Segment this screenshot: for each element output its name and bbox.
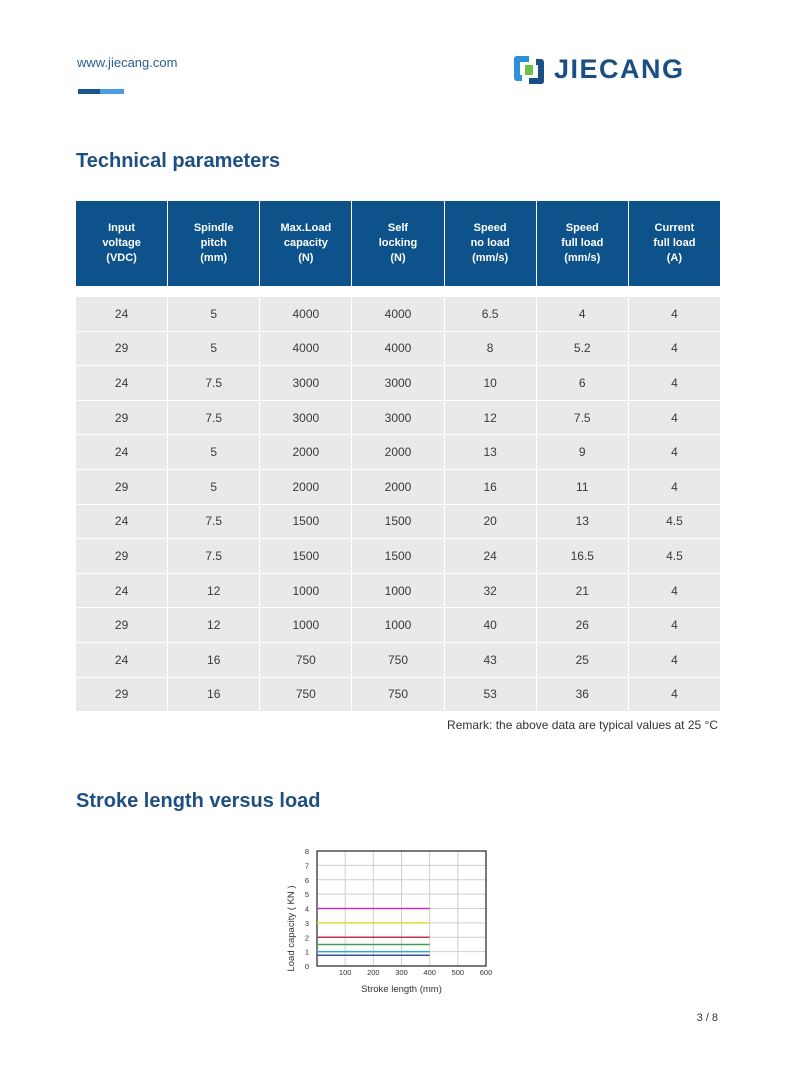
column-header-line: Input (108, 222, 136, 234)
x-tick-label: 500 (451, 968, 465, 977)
table-cell: 29 (76, 678, 168, 712)
table-cell: 16.5 (537, 539, 629, 573)
table-cell: 11 (537, 470, 629, 504)
column-header-line: (mm/s) (472, 252, 509, 264)
table-cell: 29 (76, 539, 168, 573)
table-cell: 4.5 (666, 514, 683, 529)
y-tick-label: 2 (304, 933, 309, 943)
x-tick-label: 200 (367, 968, 380, 977)
table-cell: 16 (168, 678, 260, 712)
section-title-technical-parameters: Technical parameters (76, 150, 281, 172)
logo-mark-icon (512, 53, 546, 87)
jiecang-logo (512, 53, 685, 86)
table-cell: 3000 (260, 366, 352, 400)
table-cell: 5 (168, 332, 260, 366)
table-cell: 16 (168, 643, 260, 677)
table-cell: 1500 (352, 539, 444, 573)
table-row (76, 643, 720, 678)
page-number: 3 / 8 (696, 1012, 718, 1024)
table-cell: 7.5 (168, 539, 260, 573)
table-header (76, 201, 720, 286)
table-cell: 4 (671, 341, 678, 356)
y-axis-label: Load capacity ( KN ) (286, 885, 297, 972)
table-cell: 4 (671, 375, 678, 390)
table-row (76, 505, 720, 540)
table-cell: 24 (76, 574, 168, 608)
table-cell: 36 (537, 678, 629, 712)
x-tick-label: 100 (338, 968, 352, 977)
column-header-line: (N) (298, 252, 314, 264)
column-header-line: (mm) (200, 252, 228, 264)
column-header (629, 201, 720, 286)
table-cell: 4000 (260, 297, 352, 331)
table-cell: 29 (76, 332, 168, 366)
table-cell: 3000 (260, 401, 352, 435)
column-header-line: no load (470, 237, 510, 249)
table-cell: 4000 (352, 297, 444, 331)
column-header-line: full load (561, 237, 604, 249)
table-cell: 4 (671, 652, 678, 667)
table-cell: 2000 (352, 470, 444, 504)
table-cell: 5 (168, 297, 260, 331)
table-cell: 2000 (260, 470, 352, 504)
table-cell: 29 (76, 401, 168, 435)
column-header-line: pitch (200, 237, 227, 249)
table-cell: 24 (445, 539, 537, 573)
table-cell: 2000 (260, 435, 352, 469)
column-header-line: (N) (390, 252, 406, 264)
table-cell: 1500 (352, 505, 444, 539)
column-header-line: Speed (565, 222, 599, 234)
table-cell: 9 (537, 435, 629, 469)
y-tick-label: 8 (304, 847, 309, 856)
column-header (76, 201, 168, 286)
x-axis-label: Stroke length (mm) (361, 984, 442, 995)
table-cell: 24 (76, 297, 168, 331)
table-cell: 12 (168, 608, 260, 642)
stroke-load-chart (0, 835, 794, 1005)
table-cell: 53 (445, 678, 537, 712)
table-cell: 4 (671, 306, 678, 321)
column-header (537, 201, 629, 286)
table-cell: 16 (445, 470, 537, 504)
table-row (76, 366, 720, 401)
column-header-line: Current (654, 222, 695, 234)
table-cell: 4000 (352, 332, 444, 366)
table-cell: 5 (168, 435, 260, 469)
table-row (76, 435, 720, 470)
y-tick-label: 3 (304, 918, 309, 928)
table-cell: 24 (76, 366, 168, 400)
table-cell: 750 (260, 678, 352, 712)
column-header-line: (A) (666, 252, 683, 264)
y-tick-label: 7 (304, 861, 309, 871)
section-title-stroke-length: Stroke length versus load (76, 790, 321, 812)
table-cell: 25 (537, 643, 629, 677)
table-cell: 24 (76, 643, 168, 677)
table-cell: 4.5 (666, 548, 683, 563)
table-cell: 24 (76, 505, 168, 539)
table-cell: 4 (537, 297, 629, 331)
table-cell: 13 (445, 435, 537, 469)
table-cell: 3000 (352, 401, 444, 435)
table-cell: 4 (671, 687, 678, 702)
table-row (76, 574, 720, 609)
table-cell: 7.5 (168, 505, 260, 539)
website-url[interactable]: www.jiecang.com (77, 55, 178, 70)
table-cell: 7.5 (168, 401, 260, 435)
table-row (76, 608, 720, 643)
y-tick-label: 4 (304, 904, 309, 914)
table-row (76, 332, 720, 367)
parameters-table-body (76, 297, 720, 712)
column-header-line: Self (387, 222, 409, 234)
table-cell: 12 (168, 574, 260, 608)
column-header-line: full load (653, 237, 696, 249)
column-header-line: Spindle (193, 222, 234, 234)
table-cell: 6.5 (445, 297, 537, 331)
table-cell: 2000 (352, 435, 444, 469)
table-cell: 5 (168, 470, 260, 504)
y-tick-label: 6 (304, 875, 309, 885)
table-row (76, 470, 720, 505)
table-cell: 750 (260, 643, 352, 677)
table-cell: 40 (445, 608, 537, 642)
column-header-line: Speed (473, 222, 507, 234)
table-cell: 4 (671, 410, 678, 425)
table-cell: 32 (445, 574, 537, 608)
table-cell: 43 (445, 643, 537, 677)
table-cell: 4000 (260, 332, 352, 366)
table-cell: 10 (445, 366, 537, 400)
table-cell: 24 (76, 435, 168, 469)
x-tick-label: 400 (423, 968, 436, 977)
column-header-line: (VDC) (106, 252, 137, 264)
table-cell: 1000 (260, 608, 352, 642)
table-cell: 1500 (260, 539, 352, 573)
table-cell: 1000 (260, 574, 352, 608)
table-cell: 4 (671, 479, 678, 494)
table-cell: 750 (352, 678, 444, 712)
table-cell: 3000 (352, 366, 444, 400)
table-cell: 26 (537, 608, 629, 642)
column-header-line: capacity (283, 237, 328, 249)
column-header (168, 201, 260, 286)
table-cell: 1000 (352, 608, 444, 642)
table-cell: 5.2 (537, 332, 629, 366)
x-tick-label: 600 (479, 968, 493, 977)
table-cell: 1500 (260, 505, 352, 539)
table-cell: 20 (445, 505, 537, 539)
y-tick-label: 0 (304, 962, 309, 971)
y-tick-label: 1 (304, 947, 309, 957)
column-header-line: Max.Load (280, 222, 332, 234)
column-header (445, 201, 537, 286)
table-cell: 4 (671, 445, 678, 460)
table-cell: 4 (671, 583, 678, 598)
table-remark: Remark: the above data are typical values at 25 °C (447, 718, 718, 732)
y-tick-label: 5 (304, 890, 309, 900)
table-cell: 21 (537, 574, 629, 608)
table-cell: 8 (445, 332, 537, 366)
column-header (352, 201, 444, 286)
table-cell: 750 (352, 643, 444, 677)
table-row (76, 401, 720, 436)
column-header-line: voltage (102, 237, 141, 249)
x-tick-label: 300 (395, 968, 408, 977)
logo-wordmark: JIECANG (554, 54, 685, 84)
table-row (76, 539, 720, 574)
table-cell: 29 (76, 470, 168, 504)
column-header-line: (mm/s) (564, 252, 601, 264)
table-cell: 13 (537, 505, 629, 539)
column-header-line: locking (378, 237, 418, 249)
table-cell: 7.5 (168, 366, 260, 400)
table-cell: 1000 (352, 574, 444, 608)
column-header (260, 201, 352, 286)
table-cell: 4 (671, 618, 678, 633)
table-row (76, 678, 720, 713)
table-cell: 7.5 (537, 401, 629, 435)
table-row (76, 297, 720, 332)
table-cell: 29 (76, 608, 168, 642)
table-cell: 12 (445, 401, 537, 435)
table-cell: 6 (537, 366, 629, 400)
